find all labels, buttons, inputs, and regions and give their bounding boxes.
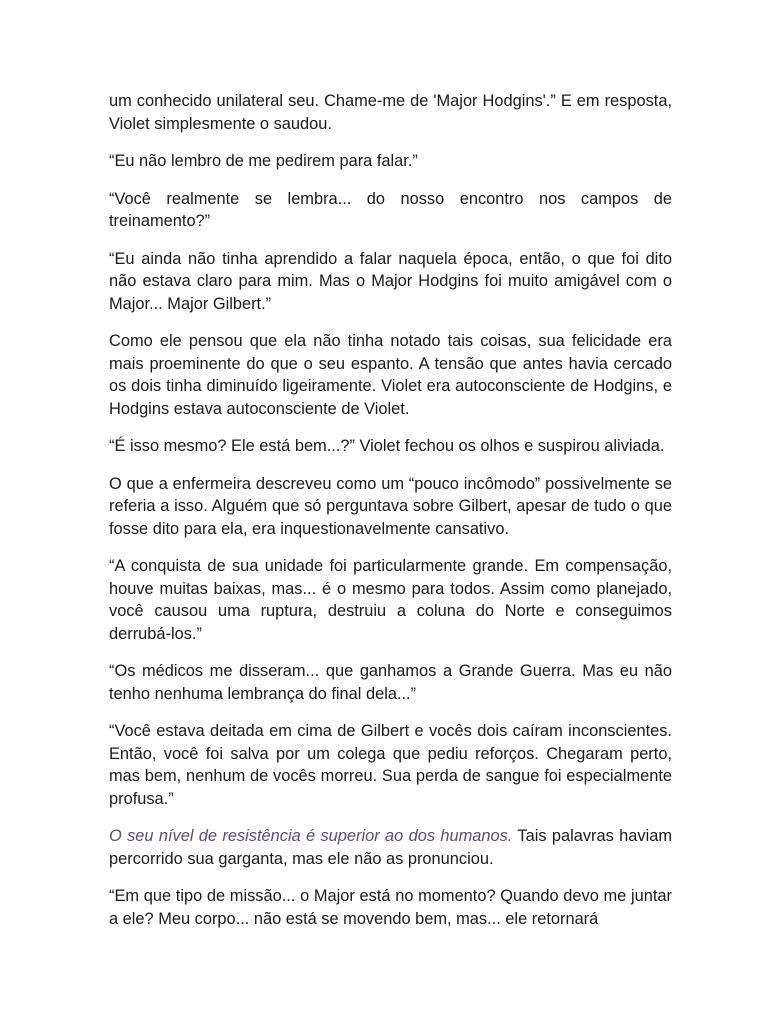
paragraph-6: “É isso mesmo? Ele está bem...?” Violet fechou os olhos e suspirou aliviada. — [109, 437, 665, 455]
paragraph-4: “Eu ainda não tinha aprendido a falar naquela época, então, o que foi dito não estava claro para mim. Mas o Major Hodgins foi muito amigável com o Major... Major Gilbert.” — [109, 249, 672, 313]
paragraph-1: um conhecido unilateral seu. Chame-me de 'Major Hodgins'.” E em resposta, Violet simplesmente o saudou. — [109, 92, 672, 133]
paragraph-12: “Em que tipo de missão... o Major está no momento? Quando devo me juntar a ele? Meu corpo... não está se movendo bem, mas... ele retornará — [109, 887, 672, 928]
document-page — [109, 90, 672, 945]
paragraph-8: “A conquista de sua unidade foi particularmente grande. Em compensação, houve muitas baixas, mas... é o mesmo para todos. Assim como planejado, você causou uma ruptura, destruiu a coluna do Norte e conseguimos derrubá-los.” — [109, 557, 672, 643]
paragraph-11 — [109, 825, 672, 870]
italic-thought: O seu nível de resistência é superior ao dos humanos. — [109, 827, 513, 845]
paragraph-9: “Os médicos me disseram... que ganhamos a Grande Guerra. Mas eu não tenho nenhuma lembrança do final dela...” — [109, 662, 672, 703]
paragraph-3: “Você realmente se lembra... do nosso encontro nos campos de treinamento?” — [109, 189, 672, 230]
paragraph-5: Como ele pensou que ela não tinha notado tais coisas, sua felicidade era mais proeminente do que o seu espanto. A tensão que antes havia cercado os dois tinha diminuído ligeiramente. Violet era autoconsciente de Hodgins, e Hodgins estava autoconsciente de Violet. — [109, 332, 672, 418]
paragraph-2: “Eu não lembro de me pedirem para falar.” — [109, 152, 418, 170]
paragraph-7: O que a enfermeira descreveu como um “pouco incômodo” possivelmente se referia a isso. Alguém que só perguntava sobre Gilbert, apesar de tudo o que fosse dito para ela, era inquestionavelmente cansativo. — [109, 474, 672, 538]
paragraph-11-text: Tais palavras haviam percorrido sua garganta, mas ele não as pronunciou. — [109, 827, 672, 868]
paragraph-10: “Você estava deitada em cima de Gilbert e vocês dois caíram inconscientes. Então, você foi salva por um colega que pediu reforços. Chegaram perto, mas bem, nenhum de vocês morreu. Sua perda de sangue foi especialmente profusa.” — [109, 722, 672, 808]
